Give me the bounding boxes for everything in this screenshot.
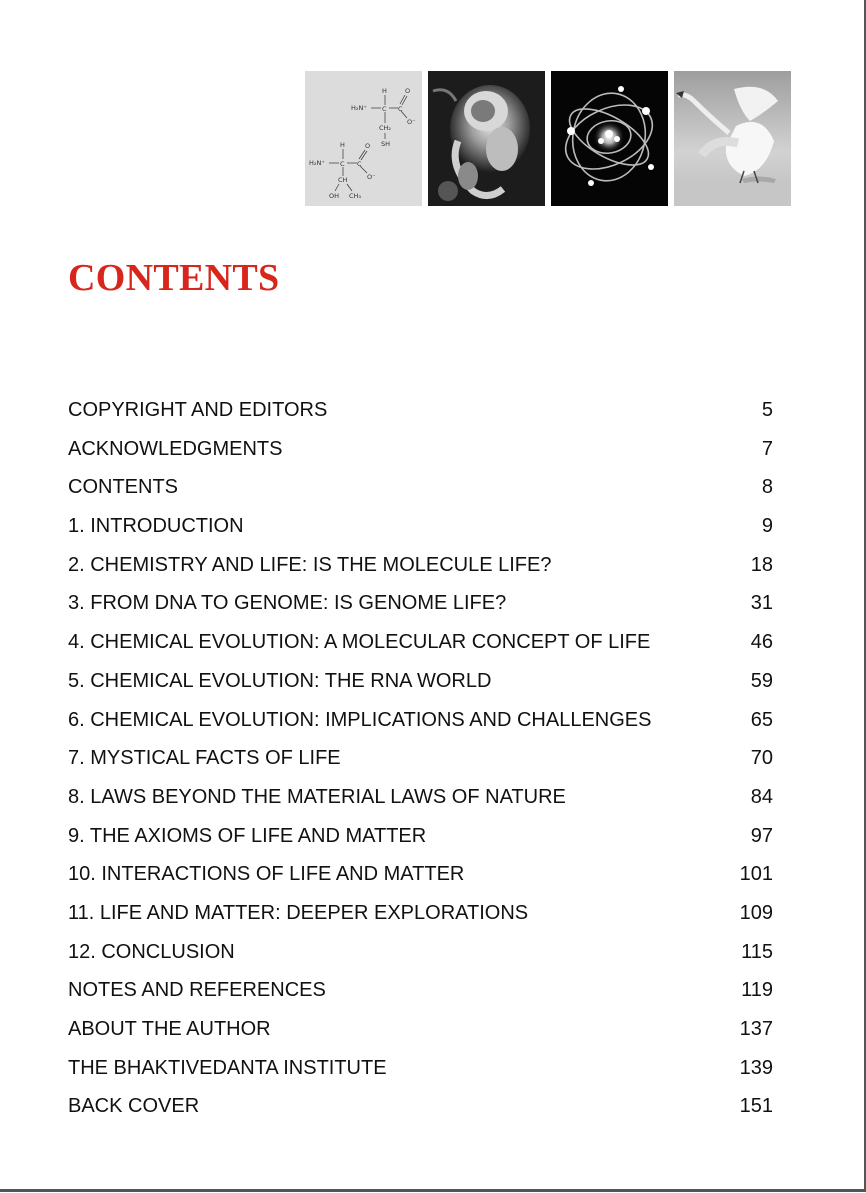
molecule-label: CH₃ [349,192,362,200]
molecule-label: CH [338,176,348,184]
molecule-label: C [382,105,387,113]
toc-entry[interactable] [68,476,773,515]
toc-entry[interactable] [68,941,773,980]
molecule-label: O [405,87,411,95]
toc-entry-page-number: 109 [739,901,773,924]
toc-entry[interactable] [68,747,773,786]
toc-entry-label: COPYRIGHT AND EDITORS [68,399,328,421]
toc-entry-label: 4. CHEMICAL EVOLUTION: A MOLECULAR CONCEPT OF LIFE [68,631,651,654]
toc-entry-page-number: 70 [750,747,773,770]
toc-entry-page-number: 46 [750,631,773,654]
toc-entry-page-number: 84 [750,785,773,808]
toc-entry-label: 6. CHEMICAL EVOLUTION: IMPLICATIONS AND CHALLENGES [68,708,652,731]
toc-entry-label: 2. CHEMISTRY AND LIFE: IS THE MOLECULE LIFE? [68,553,552,576]
molecule-label: O⁻ [407,118,416,126]
toc-entry[interactable] [68,399,773,438]
toc-entry-page-number: 115 [741,940,773,963]
toc-entry[interactable] [68,786,773,825]
molecule-label: C [357,160,362,168]
page-title: CONTENTS [68,257,280,299]
toc-entry-page-number: 5 [761,399,773,421]
toc-entry-label: 11. LIFE AND MATTER: DEEPER EXPLORATIONS [68,901,529,924]
molecule-label: CH₂ [379,124,392,132]
toc-entry[interactable] [68,1018,773,1057]
toc-entry[interactable] [68,1057,773,1096]
toc-entry-page-number: 8 [761,476,773,499]
molecule-label: H₂N⁺ [351,104,367,112]
toc-entry-page-number: 139 [739,1056,773,1079]
molecule-label: H₂N⁺ [309,159,325,167]
header-image-strip [305,71,791,206]
toc-entry-label: THE BHAKTIVEDANTA INSTITUTE [68,1056,387,1079]
molecule-label: O⁻ [367,173,376,181]
table-of-contents [68,399,773,1134]
atom-orbits-image [551,71,668,206]
toc-entry-label: ABOUT THE AUTHOR [68,1018,271,1040]
toc-entry-page-number: 31 [750,592,773,615]
toc-entry-label: NOTES AND REFERENCES [68,979,326,1002]
toc-entry-label: BACK COVER [68,1095,200,1118]
toc-entry-page-number: 9 [761,515,773,538]
molecule-label: C [340,160,345,168]
molecule-label: O [365,142,371,150]
toc-entry-label: CONTENTS [68,476,178,499]
toc-entry[interactable] [68,592,773,631]
toc-entry[interactable] [68,631,773,670]
toc-entry[interactable] [68,1095,773,1134]
toc-entry[interactable] [68,863,773,902]
toc-entry-page-number: 7 [761,437,773,460]
molecule-label: OH [329,192,340,200]
toc-entry-page-number: 151 [739,1095,773,1118]
human-embryo-image [428,71,545,206]
toc-entry-label: 3. FROM DNA TO GENOME: IS GENOME LIFE? [68,592,507,615]
molecule-label: H [340,141,345,149]
toc-entry[interactable] [68,554,773,593]
toc-entry-page-number: 101 [739,863,773,886]
toc-entry-page-number: 119 [741,979,773,1002]
toc-entry-label: 8. LAWS BEYOND THE MATERIAL LAWS OF NATURE [68,785,566,808]
toc-entry[interactable] [68,438,773,477]
molecule-label: SH [381,140,391,148]
toc-entry-label: 7. MYSTICAL FACTS OF LIFE [68,747,341,770]
toc-entry-label: ACKNOWLEDGMENTS [68,437,283,460]
toc-entry[interactable] [68,902,773,941]
toc-entry-page-number: 18 [750,553,773,576]
toc-entry-label: 9. THE AXIOMS OF LIFE AND MATTER [68,824,427,847]
toc-entry-label: 12. CONCLUSION [68,940,235,963]
toc-entry-page-number: 59 [750,669,773,692]
flying-swan-image [674,71,791,206]
toc-entry[interactable] [68,670,773,709]
molecule-label: H [382,87,387,95]
toc-entry-label: 10. INTERACTIONS OF LIFE AND MATTER [68,863,465,886]
toc-entry-label: 1. INTRODUCTION [68,515,244,538]
toc-entry-page-number: 97 [750,824,773,847]
toc-entry[interactable] [68,709,773,748]
molecule-label: C [398,105,403,113]
toc-entry-page-number: 65 [750,708,773,731]
toc-entry[interactable] [68,979,773,1018]
amino-acid-structures-image [305,71,422,206]
toc-entry-label: 5. CHEMICAL EVOLUTION: THE RNA WORLD [68,669,492,692]
toc-entry[interactable] [68,825,773,864]
toc-entry[interactable] [68,515,773,554]
toc-entry-page-number: 137 [739,1018,773,1040]
